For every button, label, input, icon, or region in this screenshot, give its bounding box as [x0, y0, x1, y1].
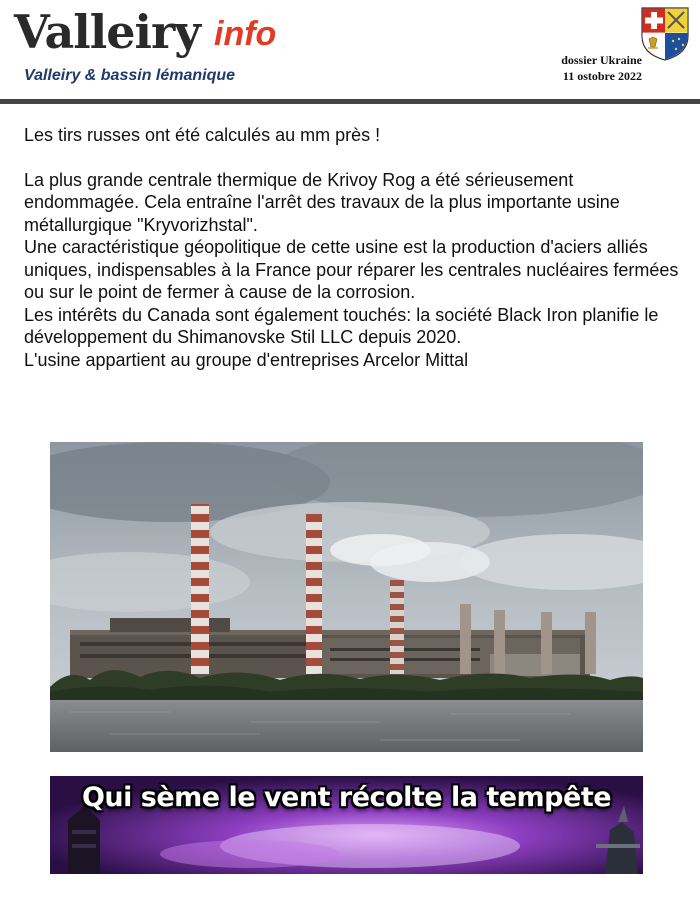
paragraph-spacer — [24, 147, 684, 169]
site-header — [0, 0, 700, 104]
dossier-date: 11 ostobre 2022 — [562, 69, 642, 83]
article-paragraph-1: La plus grande centrale thermique de Krivoy Rog a été sérieusement endommagée. Cela entraîne l'arrêt des travaux de la plus importante usine métallurgique "Kryvorizhstal". — [24, 169, 620, 235]
site-logo-accent[interactable]: info — [214, 15, 277, 53]
site-logo-main[interactable]: Valleiry — [14, 5, 200, 59]
power-plant-photo — [50, 442, 643, 752]
dossier-info — [561, 52, 642, 84]
header-divider — [0, 99, 700, 104]
article-paragraph-4: L'usine appartient au groupe d'entreprises Arcelor Mittal — [24, 349, 469, 370]
article-body — [24, 124, 684, 371]
article-paragraph-2: Une caractéristique géopolitique de cette usine est la production d'aciers alliés uniques, indispensables à la France pour réparer les centrales nucléaires fermées ou sur le point de fermer à cause de la corrosion. — [24, 237, 679, 302]
article-paragraph-3: Les intérêts du Canada sont également touchés: la société Black Iron planifie le développement du Shimanovske Stil LLC depuis 2020. — [24, 304, 659, 347]
proverb-banner — [50, 776, 643, 874]
article-headline: Les tirs russes ont été calculés au mm près ! — [24, 125, 381, 145]
banner-proverb-text: Qui sème le vent récolte la tempête — [81, 782, 612, 813]
coat-of-arms-icon — [640, 6, 690, 62]
power-plant-illustration — [50, 442, 643, 752]
dossier-label: dossier Ukraine — [561, 53, 642, 67]
site-tagline: Valleiry & bassin lémanique — [24, 67, 236, 84]
